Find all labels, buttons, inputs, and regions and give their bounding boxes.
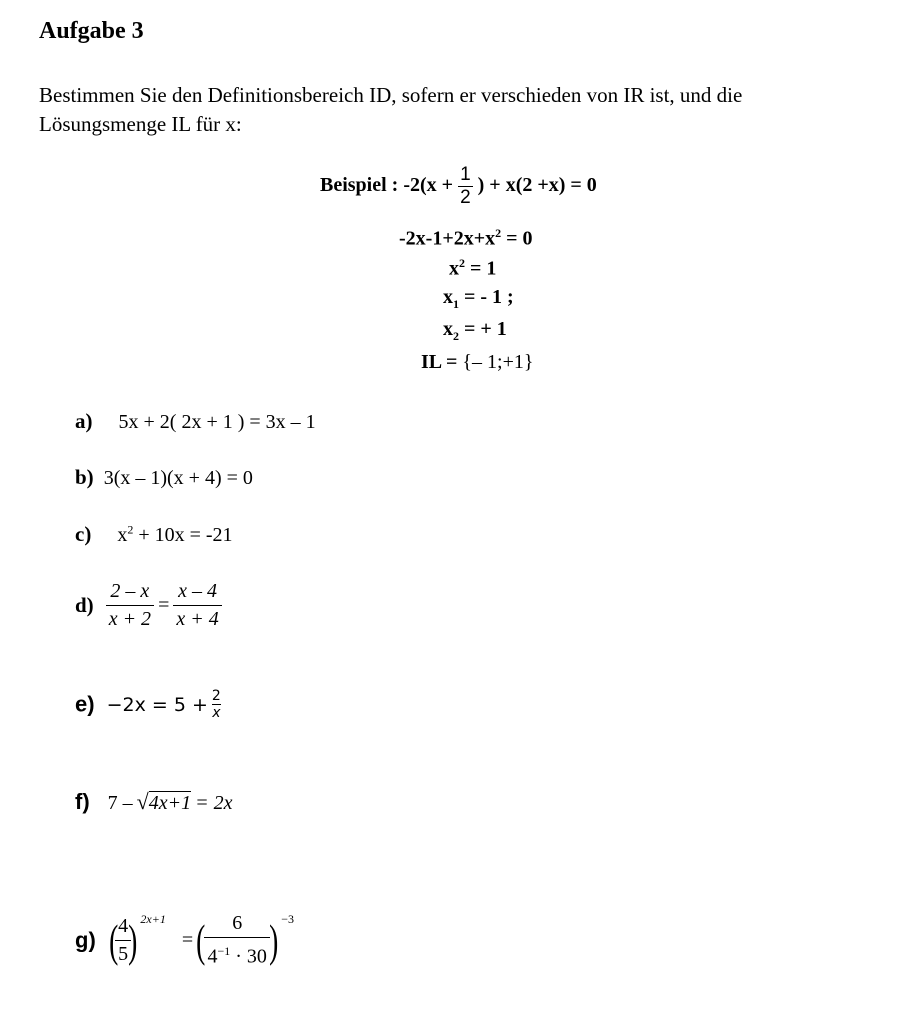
task-b-expr: 3(x – 1)(x + 4) = 0 <box>103 467 253 489</box>
task-b <box>75 465 253 490</box>
task-d: d) $\frac{2 - x}{x + 2}$ = $\frac{x - 4}{x + 4}$ <box>75 578 222 633</box>
task-c-label: c) <box>75 522 92 546</box>
task-g-label: g) <box>75 927 96 953</box>
instructions: Bestimmen Sie den Definitionsbereich ID, sofern er verschieden von IR ist, und die Lösungsmenge IL für x: <box>39 83 743 136</box>
task-c-expr: $x^2 + 10x = -21$ <box>117 522 233 546</box>
task-d-label: d) <box>75 593 94 617</box>
task-f-radicand: 4x+1 <box>148 792 192 814</box>
page-title: Aufgabe 3 <box>39 18 144 44</box>
sqrt-icon: √ <box>136 789 149 814</box>
example-step-3: $x_1$ = - 1 ; <box>443 286 514 311</box>
task-b-label: b) <box>75 465 94 489</box>
task-g-fraction-left: $\frac{4}{5}$ <box>115 913 131 968</box>
task-a <box>75 409 316 434</box>
example-label: Beispiel : <box>320 174 399 197</box>
task-d-fraction-right: $\frac{x - 4}{x + 4}$ <box>173 578 221 633</box>
task-e <box>75 688 221 721</box>
example-step-1: $-2x-1+2x+x^2 = 0$ <box>399 226 533 250</box>
example-right: ) + x(2 +x) = 0 <box>477 174 597 197</box>
example-fraction: $\frac{1}{2}$ <box>460 164 471 208</box>
task-d-fraction-left: $\frac{2 - x}{x + 2}$ <box>106 578 154 633</box>
example-left: -2(x + <box>403 174 454 197</box>
task-a-expr: 5x + 2( 2x + 1 ) = 3x – 1 <box>118 411 316 433</box>
example-solution: IL = {– 1;+1} <box>421 351 534 373</box>
task-e-fraction: $\frac{2}{x}$ <box>211 688 221 721</box>
example-step-2: $x^2 = 1$ <box>449 256 497 280</box>
task-e-expr: −2x = 5 + <box>106 693 208 716</box>
example-step-4: $x_2$ = + 1 <box>443 318 507 343</box>
task-g: g) ( $\frac{4}{5}$ ) $^{2x+1}$ =( $\frac{6}{4^{-1} \cdot 30}$ ) $^{-3}$ <box>75 910 294 971</box>
task-a-label: a) <box>75 409 93 433</box>
task-f: f) 7 – √4x+1 = 2x <box>75 789 233 814</box>
example-equation <box>320 164 597 209</box>
task-e-label: e) <box>75 691 95 717</box>
task-f-label: f) <box>75 789 90 814</box>
task-c <box>75 522 233 547</box>
task-g-fraction-right: $\frac{6}{4^{-1} \cdot 30}$ <box>204 910 269 971</box>
